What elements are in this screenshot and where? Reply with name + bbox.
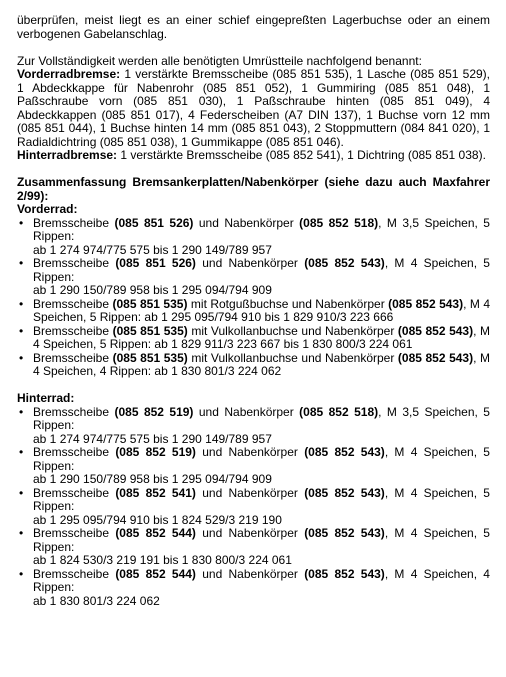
summary-heading: Zusammenfassung Bremsankerplatten/Nabenkörper (siehe dazu auch Maxfahrer 2/99):	[17, 175, 490, 203]
list-item: • Bremsscheibe (085 851 526) und Nabenkörper (085 852 543), M 4 Speichen, 5 Rippen: ab 1 290 150/789 958 bis 1 295 094/794 909	[17, 257, 490, 298]
serial-range: ab 1 274 974/775 575 bis 1 290 149/789 957	[33, 431, 272, 446]
front-wheel-heading: Vorderrad:	[17, 202, 78, 216]
serial-range: ab 1 830 801/3 224 062	[33, 593, 160, 608]
list-item: • Bremsscheibe (085 852 519) und Nabenkörper (085 852 543), M 4 Speichen, 5 Rippen: ab 1 290 150/789 958 bis 1 295 094/794 909	[17, 446, 490, 487]
serial-range: ab 1 290 150/789 958 bis 1 295 094/794 909	[33, 283, 272, 297]
rear-wheel-list	[17, 406, 490, 609]
spacer	[17, 41, 490, 55]
list-item: • Bremsscheibe (085 851 526) und Nabenkörper (085 852 518), M 3,5 Speichen, 5 Rippen: ab 1 274 974/775 575 bis 1 290 149/789 957	[17, 217, 490, 258]
serial-range: ab 1 295 095/794 910 bis 1 824 529/3 219 190	[33, 512, 282, 527]
list-item: • Bremsscheibe (085 851 535) mit Rotgußbuchse und Nabenkörper (085 852 543), M 4 Speichen, 5 Rippen: ab 1 295 095/794 910 bis 1 829 910/3 223 666	[17, 298, 490, 325]
front-brake-text: 1 verstärkte Bremsscheibe (085 851 535), 1 Lasche (085 851 529), 1 Abdeckkappe für Nabenrohr (085 851 052), 1 Gummiring (085 851 048), 1 Paßschraube vorn (085 851 030), 1 Paßschraube hinten (085 851 049), 4 Abdeckkappen (085 851 017), 4 Federscheiben (A7 DIN 137), 1 Buchse vorn 12 mm (085 851 044), 1 Buchse hinten 14 mm (085 851 043), 2 Stoppmuttern (084 841 020), 1 Radialdichtring (085 851 038), 1 Gummikappe (085 851 046).	[17, 67, 490, 149]
list-item: • Bremsscheibe (085 852 544) und Nabenkörper (085 852 543), M 4 Speichen, 4 Rippen: ab 1 830 801/3 224 062	[17, 568, 490, 609]
serial-range: ab 1 274 974/775 575 bis 1 290 149/789 957	[33, 242, 272, 257]
intro-paragraph: überprüfen, meist liegt es an einer schief eingepreßten Lagerbuchse oder an einem verbogenen Gabelanschlag.	[17, 13, 490, 41]
serial-range: ab 1 824 530/3 219 191 bis 1 830 800/3 224 061	[33, 553, 292, 567]
rear-brake-label: Hinterradbremse:	[17, 148, 118, 162]
spacer	[17, 379, 490, 393]
rear-wheel-heading: Hinterrad:	[17, 391, 75, 405]
list-item: • Bremsscheibe (085 851 535) mit Vulkollanbuchse und Nabenkörper (085 852 543), M 4 Speichen, 4 Rippen: ab 1 830 801/3 224 062	[17, 352, 490, 379]
front-brake-paragraph	[17, 68, 490, 149]
rear-brake-text: 1 verstärkte Bremsscheibe (085 852 541), 1 Dichtring (085 851 038).	[117, 148, 486, 162]
list-item: • Bremsscheibe (085 852 519) und Nabenkörper (085 852 518), M 3,5 Speichen, 5 Rippen: ab 1 274 974/775 575 bis 1 290 149/789 957	[17, 406, 490, 447]
serial-range: ab 1 290 150/789 958 bis 1 295 094/794 909	[33, 472, 272, 486]
spacer	[17, 163, 490, 177]
list-item: • Bremsscheibe (085 851 535) mit Vulkollanbuchse und Nabenkörper (085 852 543), M 4 Speichen, 5 Rippen: ab 1 829 911/3 223 667 bis 1 830 800/3 224 061	[17, 325, 490, 352]
front-wheel-list	[17, 217, 490, 379]
front-brake-label: Vorderradbremse:	[17, 67, 121, 81]
list-item: • Bremsscheibe (085 852 544) und Nabenkörper (085 852 543), M 4 Speichen, 5 Rippen: ab 1 824 530/3 219 191 bis 1 830 800/3 224 061	[17, 527, 490, 568]
rear-brake-paragraph	[17, 149, 490, 163]
parts-intro: Zur Vollständigkeit werden alle benötigten Umrüstteile nachfolgend benannt:	[17, 53, 422, 68]
list-item: • Bremsscheibe (085 852 541) und Nabenkörper (085 852 543), M 4 Speichen, 5 Rippen: ab 1 295 095/794 910 bis 1 824 529/3 219 190	[17, 487, 490, 528]
